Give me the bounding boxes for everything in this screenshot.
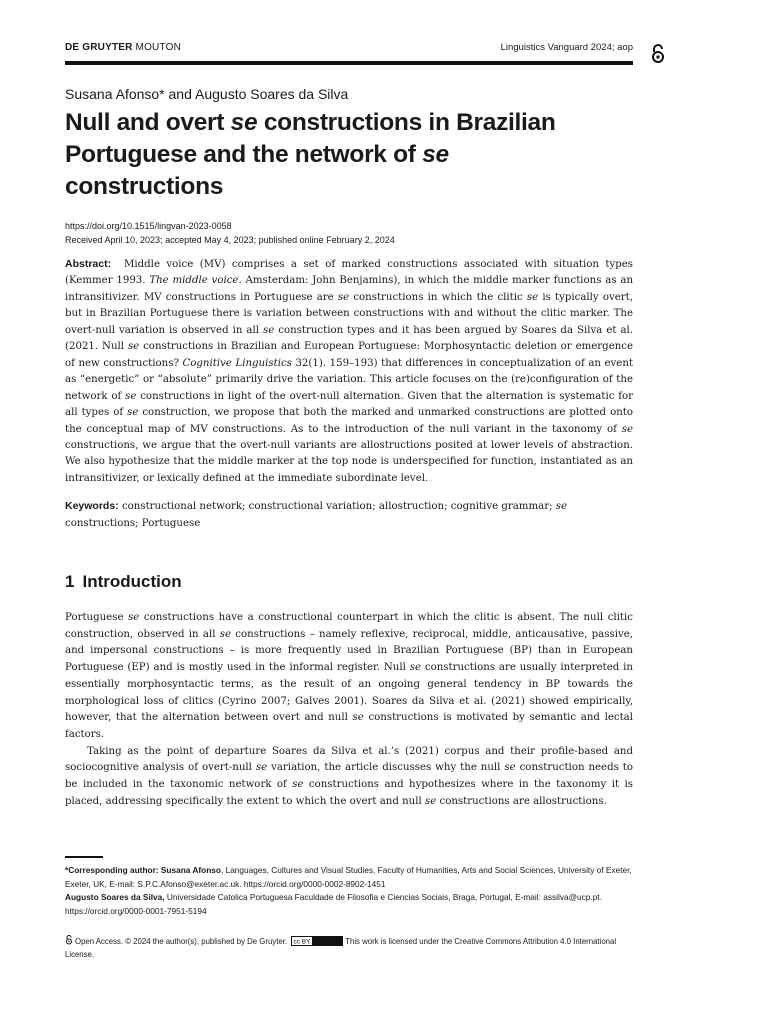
cc-by-badge [291, 936, 343, 946]
publisher-name-bold: DE GRUYTER [65, 42, 133, 53]
paragraph: Portuguese se constructions have a constructional counterpart in which the clitic is absent. The null clitic construction, observed in all se constructions – namely reflexive, reciprocal, middle, anticausative, passive, and impersonal constructions – is more frequently used in Brazilian Portuguese (BP) than in European Portuguese (EP) and is mostly used in the informal register. Null se constructions are usually interpreted in essentially morphosyntactic terms, as the result of an ongoing general tendency in BP towards the morphological loss of clitics (Cyrino 2007; Galves 2001). Soares da Silva et al. (2021) showed empirically, however, that the alternation between overt and null se constructions is motivated by semantic and lectal factors. [65, 612, 633, 740]
publisher-logo [65, 42, 181, 53]
article-title: Null and overt se constructions in Brazilian Portuguese and the network of se constructions [65, 109, 556, 200]
body-text [65, 610, 633, 810]
footnote-author-1: *Corresponding author: Susana Afonso, Languages, Cultures and Visual Studies, Faculty of Humanities, Arts and Social Sciences, University of Exeter, Exeter, UK, E-mail: S.P.C.Afonso@exeter.ac.uk. https://orcid.org/0000-0002-8902-1451 [65, 865, 632, 889]
publisher-name-light: MOUTON [135, 42, 182, 53]
journal-citation: Linguistics Vanguard 2024; aop [500, 42, 633, 53]
svg-text:cc BY: cc BY [293, 938, 311, 946]
section-heading [65, 572, 182, 592]
abstract-label: Abstract: [65, 258, 112, 270]
header-rule [65, 61, 633, 65]
open-access-icon [65, 935, 73, 945]
license-notice: Open Access. © 2024 the author(s), published by De Gruyter. cc BY This work is licensed under the Creative Commons Attribution 4.0 International License. [65, 937, 617, 959]
section-title: Introduction [82, 572, 182, 591]
paragraph: Taking as the point of departure Soares da Silva et al.’s (2021) corpus and their profile-based and sociocognitive analysis of overt-null se variation, the article discusses why the null se construction needs to be included in the taxonomic network of se constructions and hypothesizes where in the taxonomy it is placed, addressing specifically the extent to which the overt and null se constructions are allostructions. [65, 745, 634, 807]
footnotes [65, 864, 633, 918]
author-list: Susana Afonso* and Augusto Soares da Silva [65, 86, 349, 102]
doi-link[interactable]: https://doi.org/10.1515/lingvan-2023-0058 [65, 221, 232, 231]
page-header [65, 40, 633, 56]
section-number: 1 [65, 572, 75, 591]
keywords-label: Keywords: [65, 500, 119, 512]
open-access-icon [650, 44, 666, 64]
footnote-author-2: Augusto Soares da Silva, Universidade Catolica Portuguesa Faculdade de Filosofia e Ciencias Sociais, Braga, Portugal, E-mail: assilva@ucp.pt. https://orcid.org/0000-0001-7951-5194 [65, 892, 602, 916]
abstract: Abstract: Middle voice (MV) comprises a set of marked constructions associated with situation types (Kemmer 1993. The middle voice. Amsterdam: John Benjamins), in which the middle marker functions as an intransitivizer. MV constructions in Portuguese are se constructions in which the clitic se is typically overt, but in Brazilian Portuguese there is variation between constructions with and without the clitic marker. The overt-null variation is observed in all se construction types and it has been argued by Soares da Silva et al. (2021. Null se constructions in Brazilian and European Portuguese: Morphosyntactic deletion or emergence of new constructions? Cognitive Linguistics 32(1). 159–193) that differences in conceptualization of an event as “energetic” or “absolute” primarily drive the variation. This article focuses on the (re)configuration of the network of se constructions in light of the overt-null alternation. Given that the alternation is systematic for all types of se construction, we propose that both the marked and unmarked constructions are plotted onto the conceptual map of MV constructions. As to the introduction of the null variant in the taxonomy of se constructions, we argue that the overt-null variants are allostructions posited at lower levels of abstraction. We also hypothesize that the middle marker at the top node is underspecified for function, instantiated as an intransitivizer, or lexically defined at the immediate subordinate level. [65, 258, 634, 484]
article-meta [65, 219, 395, 247]
keywords: Keywords: constructional network; constructional variation; allostruction; cognitive grammar; se constructions; Portuguese [65, 500, 568, 529]
article-dates: Received April 10, 2023; accepted May 4, 2023; published online February 2, 2024 [65, 235, 395, 245]
footnote-rule [65, 856, 103, 858]
